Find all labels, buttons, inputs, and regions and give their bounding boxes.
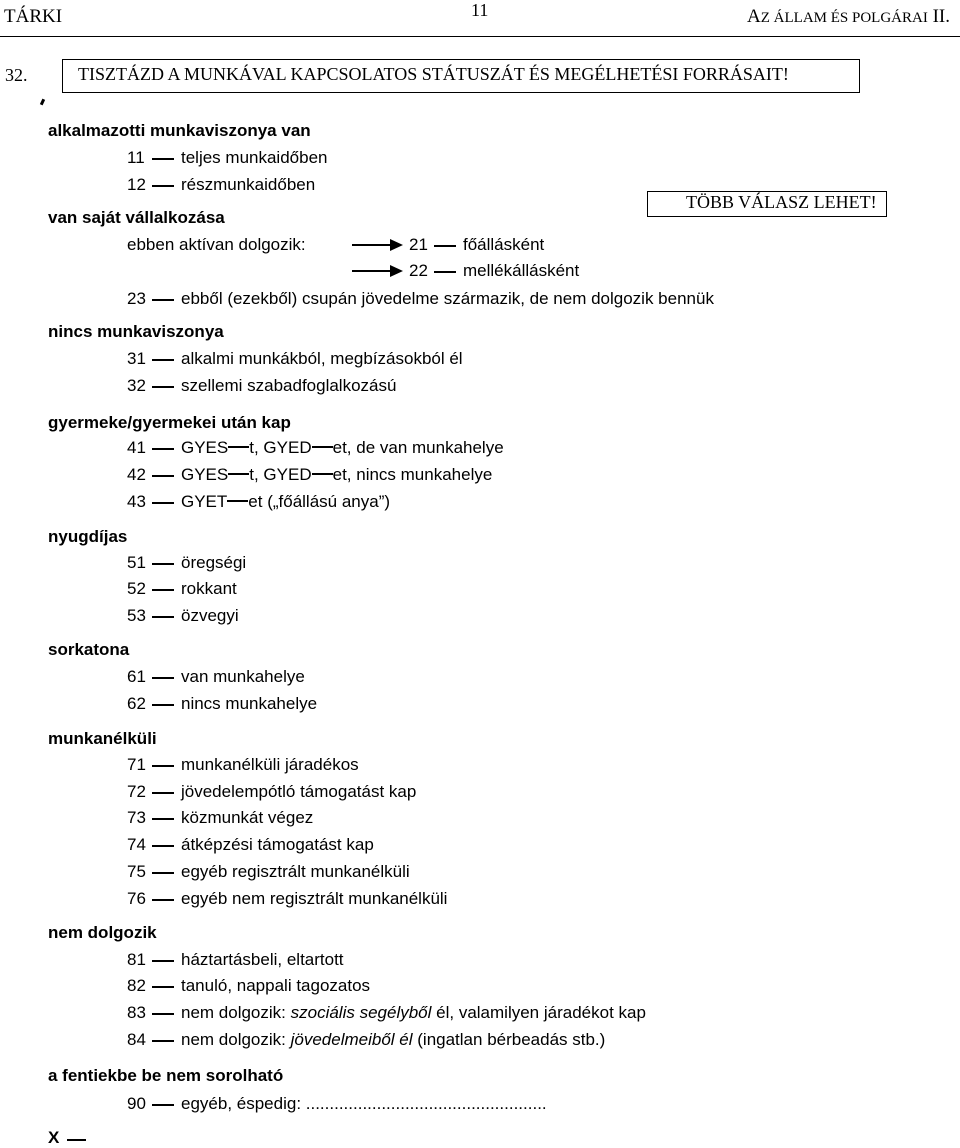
option-dash (152, 502, 174, 504)
header-left-title: TÁRKI (4, 6, 63, 27)
option-code[interactable]: 42 (127, 465, 146, 484)
arrow-head-icon (390, 265, 403, 277)
option-dash (152, 299, 174, 301)
option-code[interactable]: 81 (127, 950, 146, 969)
option-code[interactable]: 52 (127, 579, 146, 598)
option-label-part: t, GYED (249, 438, 312, 457)
option-label-part: GYES (181, 465, 229, 484)
option-label (181, 1003, 646, 1023)
option-label: tanuló, nappali tagozatos (181, 976, 371, 995)
option-label-part: GYES (181, 438, 229, 457)
option-label: teljes munkaidőben (181, 148, 328, 167)
option-label: részmunkaidőben (181, 175, 316, 194)
option-label: átképzési támogatást kap (181, 835, 374, 854)
option-code[interactable]: 76 (127, 889, 146, 908)
option-code[interactable]: 11 (127, 148, 145, 167)
option-label: ebből (ezekből) csupán jövedelme származik, de nem dolgozik bennük (181, 289, 714, 308)
option-dash (152, 765, 174, 767)
option-label: mellékállásként (463, 261, 580, 280)
option-label-emphasis: szociális segélyből (290, 1003, 432, 1022)
option-code[interactable]: 21 (409, 235, 428, 254)
category-not-working: nem dolgozik (48, 923, 157, 942)
arrow-head-icon (390, 239, 403, 251)
option-label: közmunkát végez (181, 808, 314, 827)
option-dash (152, 589, 174, 591)
option-label (181, 465, 492, 485)
option-code[interactable]: 84 (127, 1030, 146, 1049)
header-right-initial: A (747, 6, 761, 27)
header-divider (0, 36, 960, 37)
option-label-part: GYET (181, 492, 228, 511)
question-text: TISZTÁZD A MUNKÁVAL KAPCSOLATOS STÁTUSZÁT ÉS MEGÉLHETÉSI FORRÁSAIT! (78, 64, 789, 84)
option-dash (152, 359, 174, 361)
option-dash (152, 448, 174, 450)
enterprise-active-label: ebben aktívan dolgozik: (127, 235, 306, 254)
option-code[interactable]: 83 (127, 1003, 146, 1022)
question-number: 32. (5, 65, 28, 85)
option-label: öregségi (181, 553, 247, 572)
option-code[interactable]: 62 (127, 694, 146, 713)
category-childcare: gyermeke/gyermekei után kap (48, 413, 291, 432)
option-dash (152, 986, 174, 988)
option-label: alkalmi munkákból, megbízásokból él (181, 349, 463, 368)
option-code[interactable]: 82 (127, 976, 146, 995)
option-dash (152, 616, 174, 618)
option-inline-dash (312, 446, 333, 448)
option-dash (152, 818, 174, 820)
option-code[interactable]: 32 (127, 376, 146, 395)
option-code[interactable]: 23 (127, 289, 146, 308)
option-dash (152, 386, 174, 388)
multiple-answers-note: TÖBB VÁLASZ LEHET! (686, 192, 877, 212)
option-code[interactable]: 90 (127, 1094, 146, 1113)
category-no-employment: nincs munkaviszonya (48, 322, 224, 341)
option-label: rokkant (181, 579, 237, 598)
arrow-right-icon (352, 244, 392, 246)
option-inline-dash (312, 473, 333, 475)
option-code[interactable]: 41 (127, 438, 146, 457)
option-label: egyéb, éspedig: ................................................... (181, 1094, 547, 1113)
option-dash (152, 677, 174, 679)
option-code[interactable]: 61 (127, 667, 146, 686)
option-label-emphasis: jövedelmeiből él (290, 1030, 413, 1049)
option-dash (152, 475, 174, 477)
category-unemployed: munkanélküli (48, 729, 157, 748)
option-label (181, 492, 390, 512)
option-dash (152, 1104, 174, 1106)
option-dash (152, 185, 174, 187)
option-label: munkanélküli járadékos (181, 755, 359, 774)
arrow-right-icon (352, 270, 392, 272)
option-code[interactable]: 53 (127, 606, 146, 625)
category-other: a fentiekbe be nem sorolható (48, 1066, 284, 1085)
tick-mark (40, 99, 45, 106)
category-military: sorkatona (48, 640, 130, 659)
option-label-part: t, GYED (249, 465, 312, 484)
option-code[interactable]: 12 (127, 175, 146, 194)
option-dash (152, 792, 174, 794)
option-dash (152, 704, 174, 706)
option-code[interactable]: 51 (127, 553, 146, 572)
option-label: főállásként (463, 235, 545, 254)
option-code[interactable]: 75 (127, 862, 146, 881)
option-dash (152, 845, 174, 847)
option-label: egyéb regisztrált munkanélküli (181, 862, 410, 881)
option-label-part: et, de van munkahelye (332, 438, 504, 457)
option-dash (434, 245, 456, 247)
option-code[interactable]: 22 (409, 261, 428, 280)
option-label: egyéb nem regisztrált munkanélküli (181, 889, 448, 908)
option-label (181, 438, 504, 458)
option-label-part: nem dolgozik: (181, 1003, 291, 1022)
option-inline-dash (227, 500, 248, 502)
option-dash (152, 563, 174, 565)
option-label: nincs munkahelye (181, 694, 318, 713)
option-label-part: (ingatlan bérbeadás stb.) (412, 1030, 606, 1049)
option-label-part: él, valamilyen járadékot kap (431, 1003, 646, 1022)
bottom-code[interactable]: X (48, 1128, 60, 1147)
header-right-title (747, 6, 950, 28)
option-code[interactable]: 43 (127, 492, 146, 511)
option-dash (152, 1040, 174, 1042)
option-label-part: et („főállású anya”) (248, 492, 391, 511)
option-dash (67, 1139, 86, 1141)
option-dash (152, 899, 174, 901)
option-code[interactable]: 74 (127, 835, 146, 854)
option-inline-dash (228, 473, 249, 475)
option-code[interactable]: 73 (127, 808, 146, 827)
category-employed: alkalmazotti munkaviszonya van (48, 121, 311, 140)
option-label: jövedelempótló támogatást kap (181, 782, 417, 801)
option-label: özvegyi (181, 606, 239, 625)
option-dash (152, 158, 174, 160)
option-label (181, 1030, 605, 1050)
option-label: háztartásbeli, eltartott (181, 950, 344, 969)
option-label-part: nem dolgozik: (181, 1030, 291, 1049)
option-code[interactable]: 72 (127, 782, 146, 801)
category-pension: nyugdíjas (48, 527, 128, 546)
option-dash (434, 271, 456, 273)
category-enterprise: van saját vállalkozása (48, 208, 225, 227)
option-dash (152, 960, 174, 962)
option-code[interactable]: 71 (127, 755, 146, 774)
page-number: 11 (471, 0, 489, 20)
option-label: szellemi szabadfoglalkozású (181, 376, 397, 395)
option-dash (152, 872, 174, 874)
option-label-part: et, nincs munkahelye (332, 465, 493, 484)
option-code[interactable]: 31 (127, 349, 146, 368)
option-label: van munkahelye (181, 667, 305, 686)
header-right-roman: II. (932, 6, 950, 27)
option-inline-dash (228, 446, 249, 448)
option-dash (152, 1013, 174, 1015)
header-right-rest: Z ÁLLAM ÉS POLGÁRAI (760, 10, 928, 26)
